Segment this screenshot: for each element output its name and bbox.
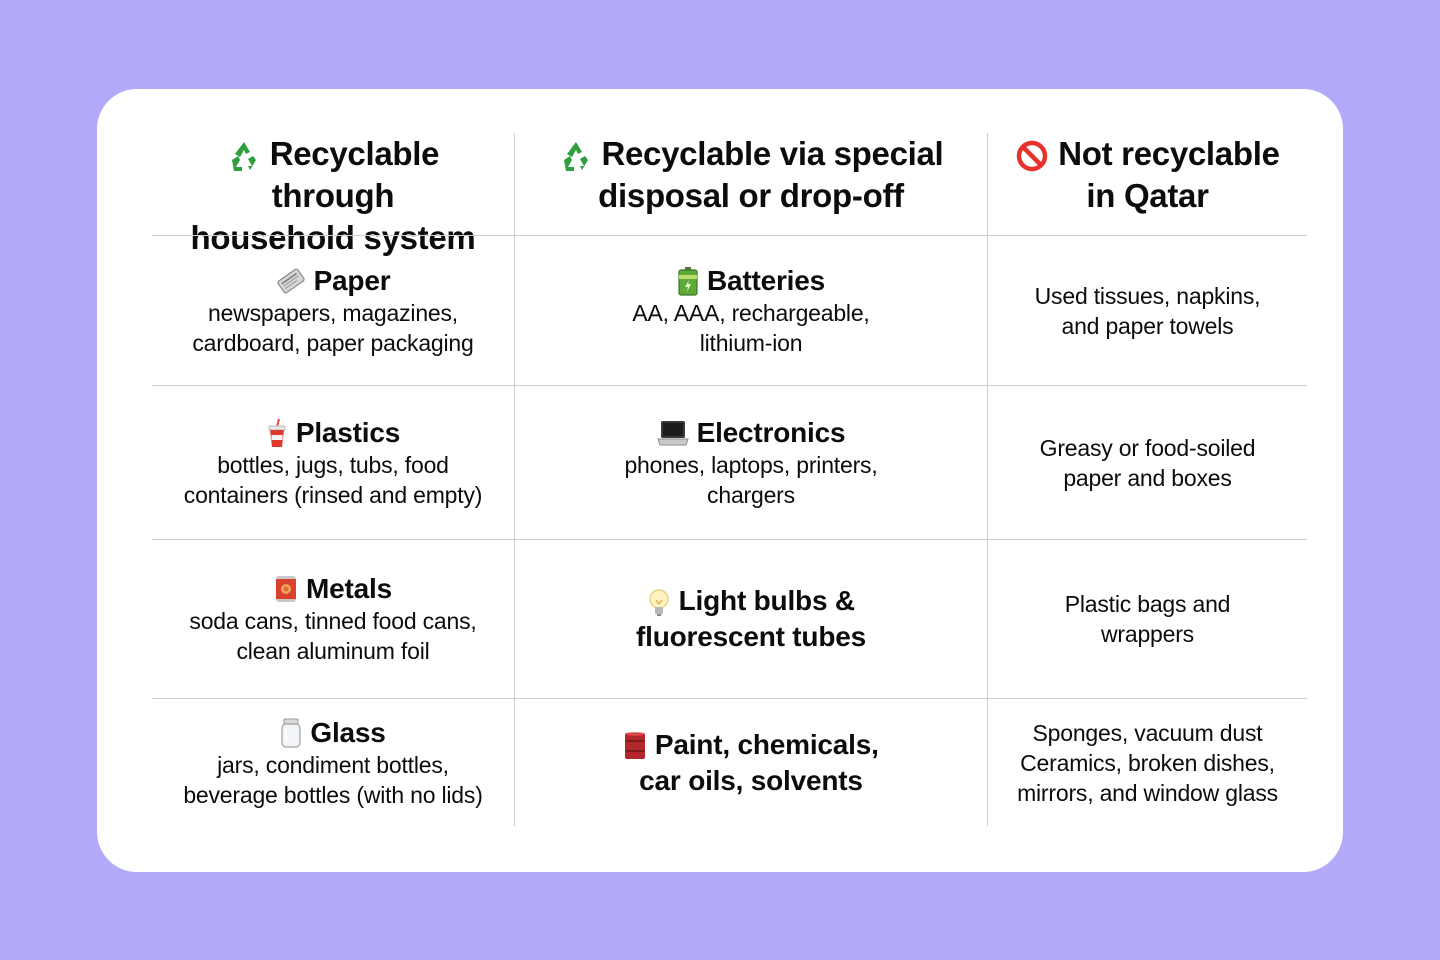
battery-icon	[677, 266, 699, 296]
item-paper: Paper newspapers, magazines, cardboard, paper packaging	[152, 235, 514, 385]
item-paint-chemicals: Paint, chemicals, car oils, solvents	[514, 698, 987, 826]
item-title: Plastics	[295, 416, 401, 448]
laptop-icon	[657, 419, 689, 447]
prohibited-icon	[1015, 139, 1049, 173]
cup-with-straw-icon	[266, 418, 288, 448]
item-title: Electronics	[696, 416, 846, 448]
recycling-table	[152, 133, 1307, 826]
jar-icon	[280, 718, 302, 748]
recycling-guide-card	[97, 89, 1343, 872]
tin-can-icon	[274, 574, 298, 604]
item-metals: Metals soda cans, tinned food cans, clean aluminum foil	[152, 539, 514, 698]
newspaper-icon	[276, 267, 306, 295]
header-not-recyclable: Not recyclable in Qatar	[987, 133, 1307, 235]
light-bulb-icon	[647, 588, 671, 618]
not-recyclable-plastic-bags: Plastic bags and wrappers	[987, 539, 1307, 698]
item-batteries: Batteries AA, AAA, rechargeable, lithium-ion	[514, 235, 987, 385]
not-recyclable-sponges-ceramics: Sponges, vacuum dust Ceramics, broken dishes, mirrors, and window glass	[987, 698, 1307, 826]
oil-drum-icon	[623, 731, 647, 761]
item-glass: Glass jars, condiment bottles, beverage bottles (with no lids)	[152, 698, 514, 826]
item-title: Paper	[313, 264, 391, 296]
not-recyclable-tissues: Used tissues, napkins, and paper towels	[987, 235, 1307, 385]
recycle-icon	[227, 139, 261, 173]
header-special: Recyclable via special disposal or drop-off	[514, 133, 987, 235]
item-light-bulbs: Light bulbs & fluorescent tubes	[514, 539, 987, 698]
item-title: Batteries	[706, 264, 826, 296]
item-title: Metals	[306, 573, 392, 604]
item-electronics: Electronics phones, laptops, printers, chargers	[514, 385, 987, 539]
item-plastics: Plastics bottles, jugs, tubs, food containers (rinsed and empty)	[152, 385, 514, 539]
not-recyclable-greasy-paper: Greasy or food-soiled paper and boxes	[987, 385, 1307, 539]
recycle-icon	[559, 139, 593, 173]
header-household: Recyclable through household system	[190, 135, 476, 256]
item-title: Glass	[310, 716, 386, 748]
